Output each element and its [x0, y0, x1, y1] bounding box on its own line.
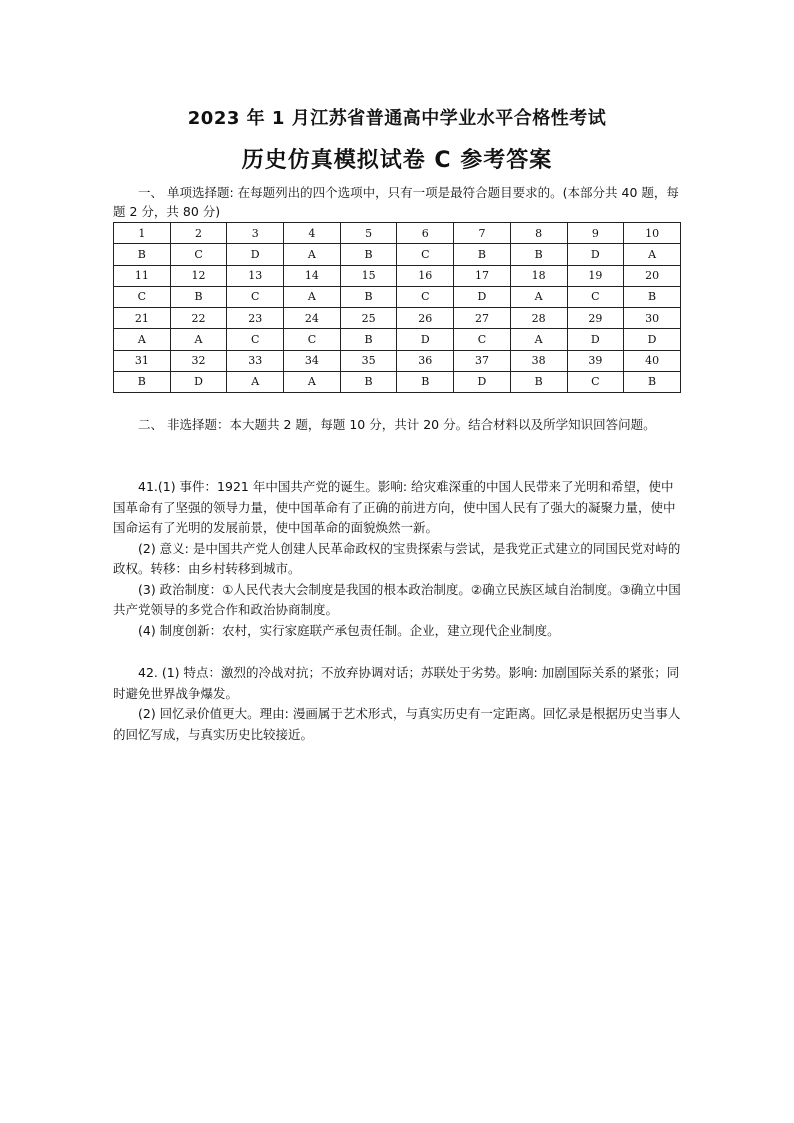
q41-part-4: (4) 制度创新：农村，实行家庭联产承包责任制。企业，建立现代企业制度。	[138, 622, 560, 638]
answer-cell: C	[567, 286, 624, 307]
question-number-cell: 29	[567, 308, 624, 329]
question-number-cell: 7	[454, 223, 511, 244]
answer-cell: D	[567, 244, 624, 265]
question-number-cell: 31	[114, 350, 171, 371]
question-42-answer	[113, 663, 683, 745]
question-number-cell: 8	[510, 223, 567, 244]
answer-cell: B	[114, 244, 171, 265]
question-number-cell: 14	[284, 265, 341, 286]
section-one-instructions: 一、 单项选择题: 在每题列出的四个选项中，只有一项是最符合题目要求的。(本部分共 40 题，每题 2 分，共 80 分)	[113, 185, 679, 219]
question-number-cell: 24	[284, 308, 341, 329]
question-number-cell: 9	[567, 223, 624, 244]
question-number-cell: 33	[227, 350, 284, 371]
q41-part-3: (3) 政治制度：①人民代表大会制度是我国的根本政治制度。②确立民族区域自治制度。③确立中国共产党领导的多党合作和政治协商制度。	[113, 581, 681, 617]
question-number-cell: 40	[624, 350, 681, 371]
question-number-cell: 36	[397, 350, 454, 371]
answer-cell: C	[227, 329, 284, 350]
answer-cell: B	[340, 329, 397, 350]
table-row-answers	[114, 244, 681, 265]
table-row-answers	[114, 286, 681, 307]
section-two-instructions: 二、 非选择题：本大题共 2 题，每题 10 分，共计 20 分。结合材料以及所学知识回答问题。	[138, 417, 656, 432]
question-number-cell: 25	[340, 308, 397, 329]
question-number-cell: 32	[170, 350, 227, 371]
question-number-cell: 13	[227, 265, 284, 286]
answer-cell: A	[510, 286, 567, 307]
question-number-cell: 18	[510, 265, 567, 286]
question-number-cell: 37	[454, 350, 511, 371]
question-number-cell: 30	[624, 308, 681, 329]
table-row-answers	[114, 371, 681, 392]
question-number-cell: 15	[340, 265, 397, 286]
answer-cell: C	[284, 329, 341, 350]
question-number-cell: 20	[624, 265, 681, 286]
answer-cell: B	[340, 244, 397, 265]
answer-cell: D	[567, 329, 624, 350]
question-number-cell: 27	[454, 308, 511, 329]
question-number-cell: 2	[170, 223, 227, 244]
answer-cell: A	[227, 371, 284, 392]
question-number-cell: 5	[340, 223, 397, 244]
answer-cell: C	[567, 371, 624, 392]
question-number-cell: 4	[284, 223, 341, 244]
answer-cell: D	[170, 371, 227, 392]
answer-cell: C	[114, 286, 171, 307]
answer-key-title: 历史仿真模拟试卷 C 参考答案	[241, 148, 553, 173]
answer-cell: A	[284, 286, 341, 307]
question-number-cell: 28	[510, 308, 567, 329]
question-number-cell: 1	[114, 223, 171, 244]
answer-table	[113, 222, 681, 393]
answer-cell: A	[510, 329, 567, 350]
q42-part-2: (2) 回忆录价值更大。理由: 漫画属于艺术形式，与真实历史有一定距离。回忆录是根据历史当事人的回忆写成，与真实历史比较接近。	[113, 706, 681, 742]
question-number-cell: 17	[454, 265, 511, 286]
question-number-cell: 12	[170, 265, 227, 286]
answer-cell: B	[510, 244, 567, 265]
answer-cell: D	[397, 329, 454, 350]
answer-cell: C	[454, 329, 511, 350]
question-number-cell: 16	[397, 265, 454, 286]
answer-cell: B	[454, 244, 511, 265]
q41-part-1: 41.(1) 事件：1921 年中国共产党的诞生。影响: 给灾难深重的中国人民带来了光明和希望，使中国革命有了坚强的领导力量，使中国革命有了正确的前进方向，使中国人民有了强大的凝聚力量，使中国命运有了光明的发展前景，使中国革命的面貌焕然一新。	[113, 479, 676, 535]
answer-cell: B	[340, 371, 397, 392]
question-number-cell: 34	[284, 350, 341, 371]
exam-title: 2023 年 1 月江苏省普通高中学业水平合格性考试	[187, 108, 607, 129]
question-number-cell: 22	[170, 308, 227, 329]
answer-cell: A	[170, 329, 227, 350]
question-number-cell: 23	[227, 308, 284, 329]
q41-part-2: (2) 意义: 是中国共产党人创建人民革命政权的宝贵探索与尝试，是我党正式建立的同国民党对峙的政权。转移：由乡村转移到城市。	[113, 540, 681, 576]
answer-cell: C	[170, 244, 227, 265]
question-number-cell: 11	[114, 265, 171, 286]
question-number-cell: 19	[567, 265, 624, 286]
q42-part-1: 42. (1) 特点：激烈的冷战对抗；不放弃协调对话；苏联处于劣势。影响: 加剧国际关系的紧张；同时避免世界战争爆发。	[113, 665, 680, 701]
answer-cell: D	[454, 286, 511, 307]
answer-cell: B	[397, 371, 454, 392]
answer-cell: A	[284, 371, 341, 392]
question-number-cell: 3	[227, 223, 284, 244]
answer-cell: B	[510, 371, 567, 392]
answer-cell: D	[624, 329, 681, 350]
answer-cell: A	[114, 329, 171, 350]
answer-cell: B	[624, 371, 681, 392]
question-number-cell: 26	[397, 308, 454, 329]
answer-cell: A	[624, 244, 681, 265]
answer-cell: D	[454, 371, 511, 392]
question-number-cell: 6	[397, 223, 454, 244]
answer-cell: B	[624, 286, 681, 307]
question-number-cell: 39	[567, 350, 624, 371]
question-number-cell: 21	[114, 308, 171, 329]
question-number-cell: 10	[624, 223, 681, 244]
table-row-question-numbers	[114, 265, 681, 286]
question-number-cell: 35	[340, 350, 397, 371]
answer-cell: C	[397, 286, 454, 307]
answer-cell: B	[114, 371, 171, 392]
question-41-answer	[113, 477, 683, 641]
answer-cell: D	[227, 244, 284, 265]
answer-cell: B	[340, 286, 397, 307]
table-row-question-numbers	[114, 223, 681, 244]
table-row-question-numbers	[114, 350, 681, 371]
answer-cell: A	[284, 244, 341, 265]
question-number-cell: 38	[510, 350, 567, 371]
table-row-question-numbers	[114, 308, 681, 329]
answer-cell: C	[397, 244, 454, 265]
answer-cell: B	[170, 286, 227, 307]
table-row-answers	[114, 329, 681, 350]
answer-cell: C	[227, 286, 284, 307]
